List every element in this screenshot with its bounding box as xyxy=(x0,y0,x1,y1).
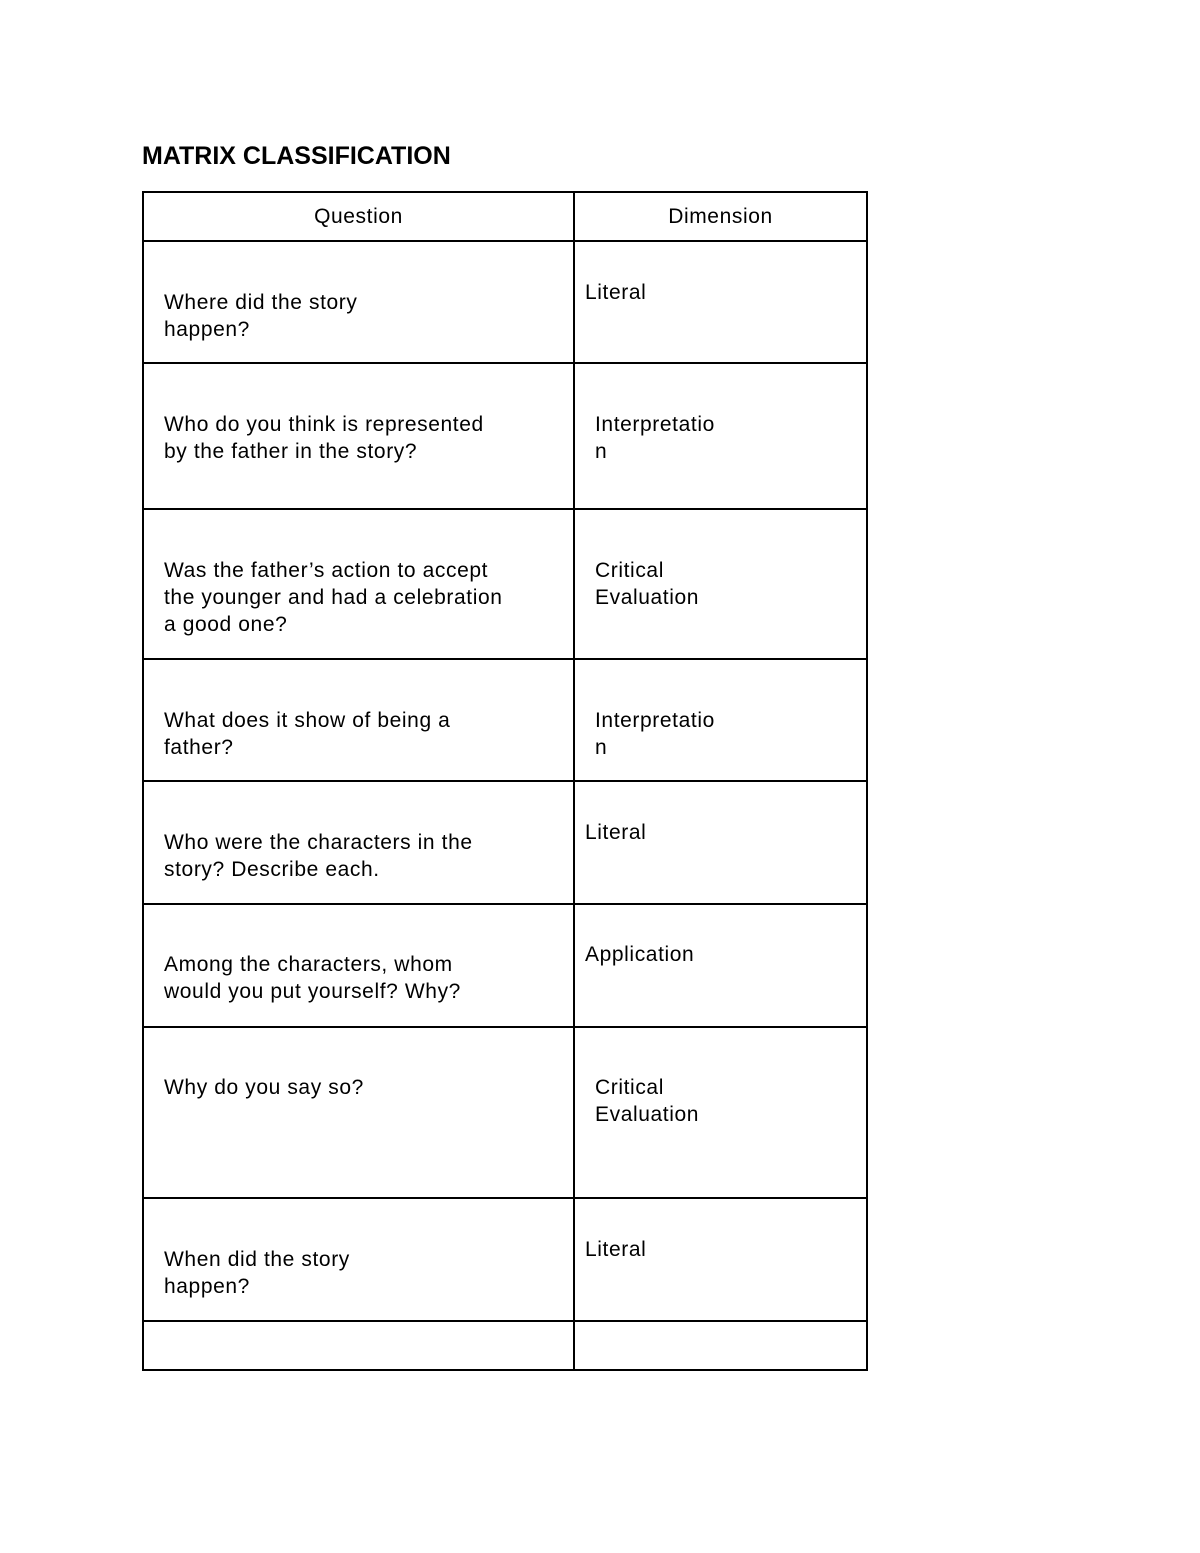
question-cell xyxy=(143,659,574,781)
table-row xyxy=(143,1027,867,1198)
table-row xyxy=(143,904,867,1027)
dimension-cell xyxy=(574,241,867,363)
table-row xyxy=(143,1321,867,1370)
dimension-cell xyxy=(574,1027,867,1198)
question-cell xyxy=(143,1027,574,1198)
table-header-row xyxy=(143,192,867,241)
table-row xyxy=(143,781,867,904)
question-text: Where did the story happen? xyxy=(164,291,358,341)
question-cell xyxy=(143,781,574,904)
dimension-text: Interpretatio n xyxy=(595,709,715,759)
dimension-cell xyxy=(574,659,867,781)
table-row xyxy=(143,1198,867,1321)
dimension-text: Application xyxy=(585,943,695,966)
matrix-classification-table xyxy=(142,191,868,1371)
question-text: Why do you say so? xyxy=(164,1076,364,1099)
dimension-cell xyxy=(574,781,867,904)
question-text: When did the story happen? xyxy=(164,1248,350,1298)
dimension-cell xyxy=(574,363,867,509)
dimension-text: Literal xyxy=(585,821,647,844)
question-cell xyxy=(143,509,574,659)
question-cell xyxy=(143,1321,574,1370)
table-row xyxy=(143,241,867,363)
page-title: MATRIX CLASSIFICATION xyxy=(142,142,451,170)
question-cell xyxy=(143,1198,574,1321)
dimension-text: Literal xyxy=(585,281,647,304)
dimension-text: Critical Evaluation xyxy=(595,1076,700,1126)
dimension-cell xyxy=(574,1198,867,1321)
table-row xyxy=(143,509,867,659)
question-text: What does it show of being a father? xyxy=(164,709,451,759)
dimension-cell xyxy=(574,904,867,1027)
question-text: Who were the characters in the story? Describe each. xyxy=(164,831,473,881)
dimension-cell xyxy=(574,509,867,659)
question-cell xyxy=(143,904,574,1027)
column-header-question: Question xyxy=(143,192,574,241)
question-text: Who do you think is represented by the father in the story? xyxy=(164,413,484,463)
question-cell xyxy=(143,241,574,363)
question-cell xyxy=(143,363,574,509)
dimension-text: Interpretatio n xyxy=(595,413,715,463)
dimension-cell xyxy=(574,1321,867,1370)
question-text: Was the father’s action to accept the younger and had a celebration a good one? xyxy=(164,559,503,636)
column-header-dimension: Dimension xyxy=(574,192,867,241)
question-text: Among the characters, whom would you put yourself? Why? xyxy=(164,953,461,1003)
dimension-text: Literal xyxy=(585,1238,647,1261)
table-row xyxy=(143,659,867,781)
dimension-text: Critical Evaluation xyxy=(595,559,700,609)
table-row xyxy=(143,363,867,509)
